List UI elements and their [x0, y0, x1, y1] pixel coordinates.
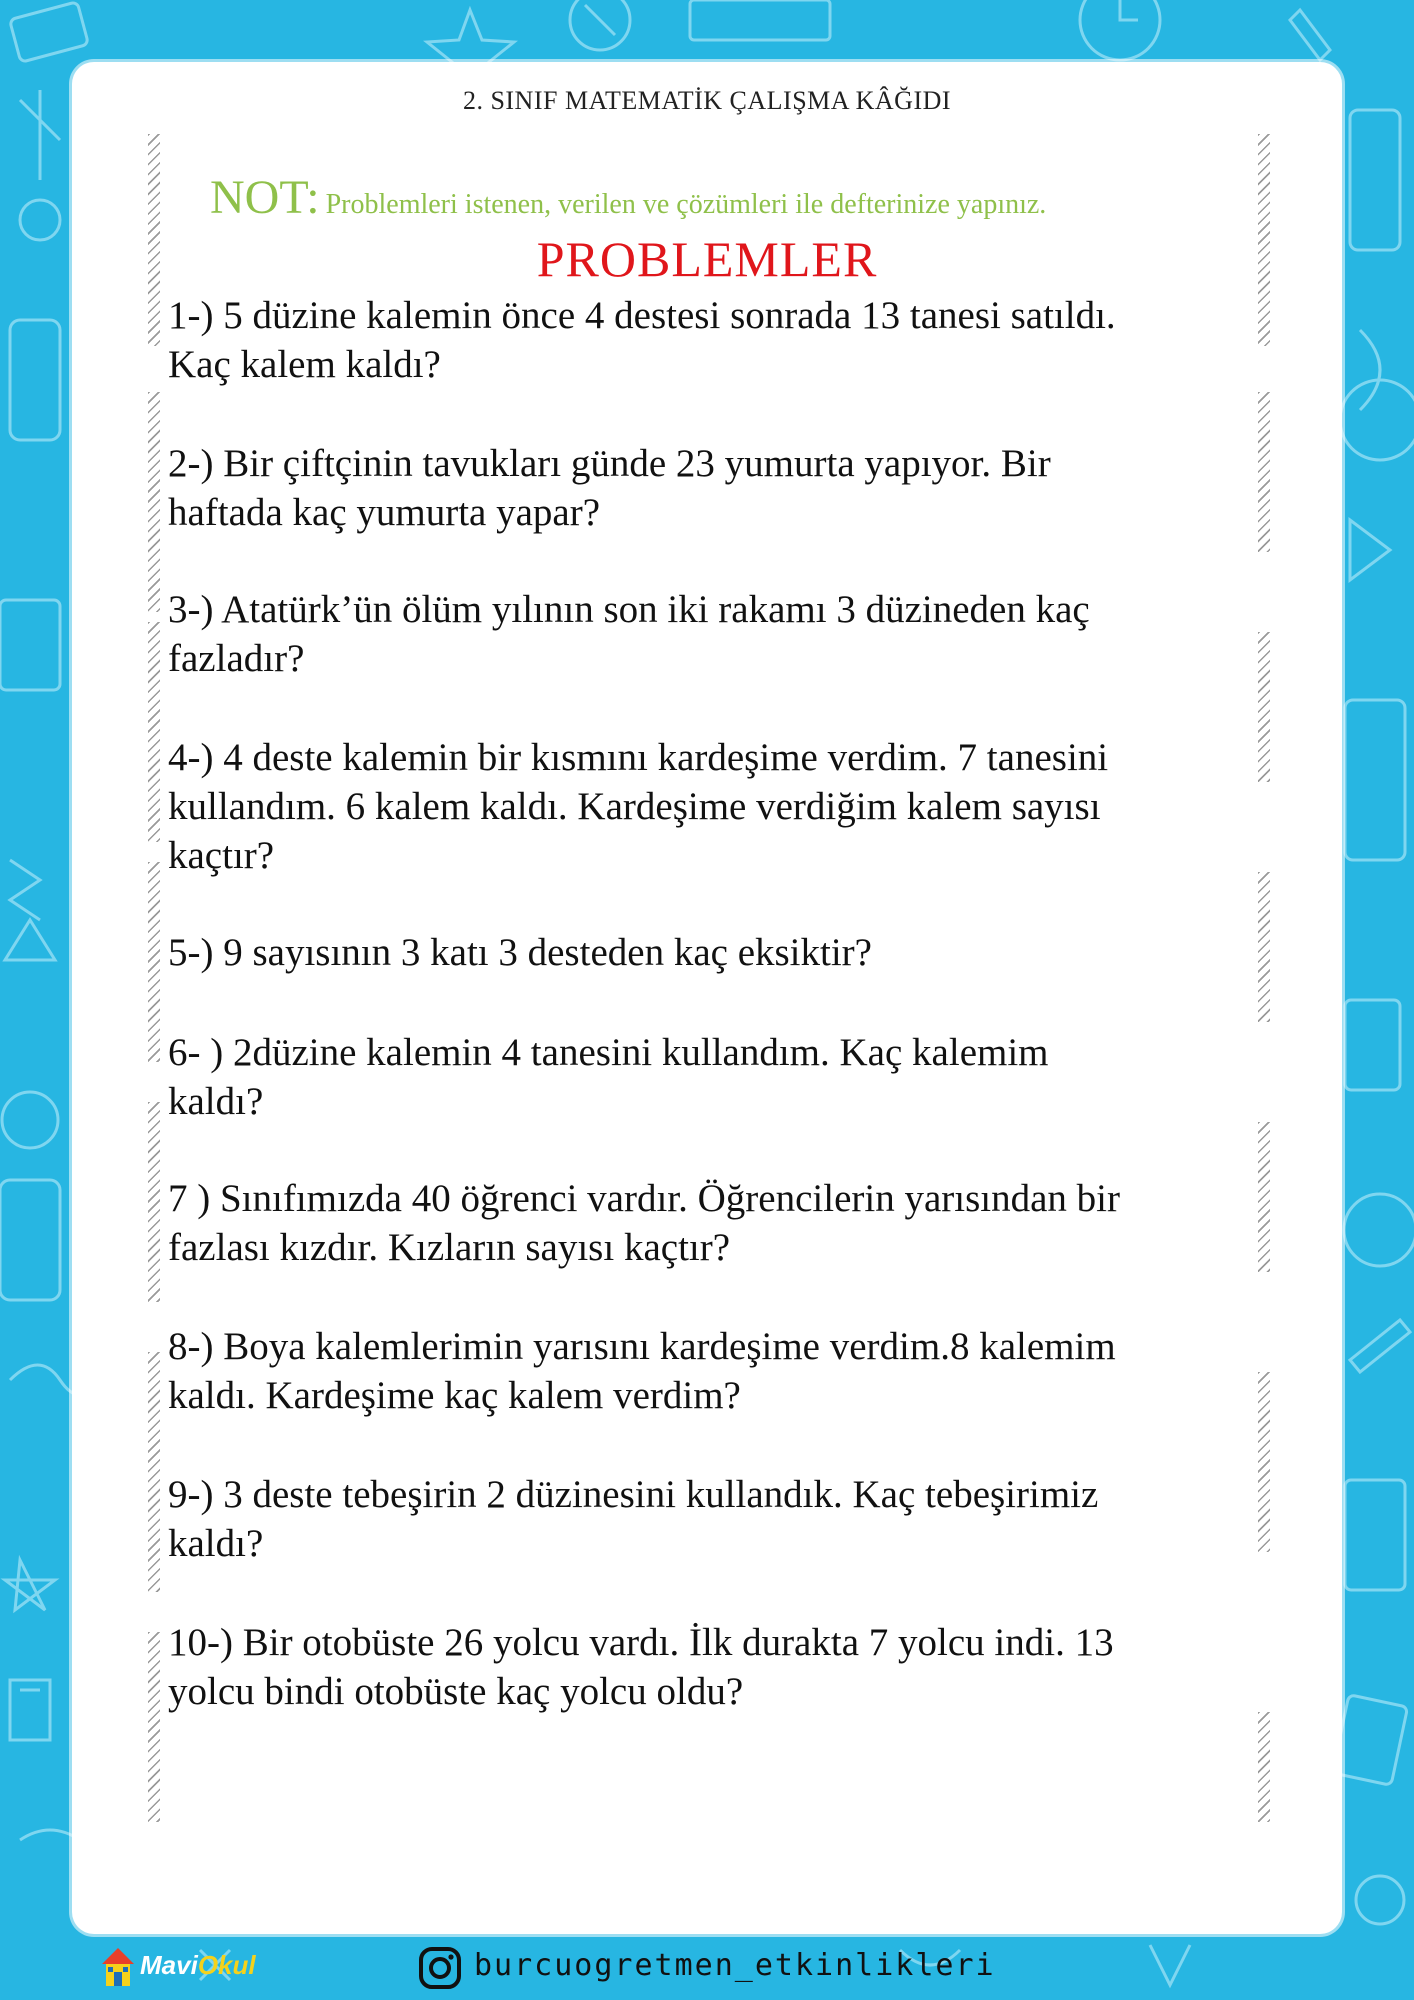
- problem-line: kaçtır?: [168, 834, 275, 877]
- stitch-decoration: [1258, 1712, 1270, 1822]
- problem-line: 7 ) Sınıfımızda 40 öğrenci vardır. Öğrencilerin yarısından bir: [168, 1177, 1120, 1220]
- logo-text: [140, 1950, 256, 1981]
- stitch-decoration: [148, 1102, 160, 1302]
- problem-item: [168, 1174, 1248, 1272]
- stitch-decoration: [148, 862, 160, 1062]
- problem-line: 10-) Bir otobüste 26 yolcu vardı. İlk durakta 7 yolcu indi. 13: [168, 1621, 1114, 1664]
- problem-item: [168, 1322, 1248, 1420]
- problem-item: [168, 733, 1248, 880]
- stitch-decoration: [148, 1632, 160, 1822]
- problem-line: kullandım. 6 kalem kaldı. Kardeşime verdiğim kalem sayısı: [168, 785, 1101, 828]
- problem-item: [168, 928, 1248, 977]
- problem-item: [168, 1470, 1248, 1568]
- stitch-decoration: [1258, 1372, 1270, 1552]
- stitch-decoration: [1258, 392, 1270, 552]
- problem-item: [168, 1028, 1248, 1126]
- mavi-okul-logo: [98, 1942, 256, 1990]
- problem-item: [168, 439, 1248, 537]
- problem-line: kaldı?: [168, 1522, 264, 1565]
- instagram-handle[interactable]: burcuogretmen_etkinlikleri: [474, 1948, 996, 1983]
- school-house-icon: [98, 1942, 138, 1990]
- problem-item: [168, 291, 1248, 389]
- section-title: PROBLEMLER: [536, 231, 878, 287]
- problem-line: Kaç kalem kaldı?: [168, 343, 441, 386]
- stitch-decoration: [148, 392, 160, 612]
- stitch-decoration: [1258, 1122, 1270, 1272]
- problem-line: 8-) Boya kalemlerimin yarısını kardeşime verdim.8 kalemim: [168, 1325, 1116, 1368]
- page-title: 2. SINIF MATEMATİK ÇALIŞMA KÂĞIDI: [462, 86, 952, 115]
- problem-line: yolcu bindi otobüste kaç yolcu oldu?: [168, 1670, 744, 1713]
- note-label: NOT:: [210, 171, 320, 224]
- logo-text-okul: Okul: [197, 1950, 256, 1980]
- problem-line: 2-) Bir çiftçinin tavukları günde 23 yumurta yapıyor. Bir: [168, 442, 1051, 485]
- note-line: [210, 170, 1046, 225]
- problem-item: [168, 585, 1248, 683]
- problem-line: haftada kaç yumurta yapar?: [168, 491, 601, 534]
- logo-text-mavi: Mavi: [140, 1950, 198, 1980]
- stitch-decoration: [1258, 632, 1270, 782]
- stitch-decoration: [148, 622, 160, 842]
- problem-line: 1-) 5 düzine kalemin önce 4 destesi sonrada 13 tanesi satıldı.: [168, 294, 1116, 337]
- problem-line: kaldı. Kardeşime kaç kalem verdim?: [168, 1374, 741, 1417]
- problem-line: 4-) 4 deste kalemin bir kısmını kardeşime verdim. 7 tanesini: [168, 736, 1109, 779]
- problem-line: 9-) 3 deste tebeşirin 2 düzinesini kullandık. Kaç tebeşirimiz: [168, 1473, 1099, 1516]
- problem-item: [168, 1618, 1248, 1716]
- problem-line: 5-) 9 sayısının 3 katı 3 desteden kaç eksiktir?: [168, 931, 872, 974]
- problem-line: 6- ) 2düzine kalemin 4 tanesini kullandım. Kaç kalemim: [168, 1031, 1049, 1074]
- instagram-icon: [418, 1946, 462, 1990]
- problem-line: 3-) Atatürk’ün ölüm yılının son iki rakamı 3 düzineden kaç: [168, 588, 1090, 631]
- problem-line: fazladır?: [168, 637, 305, 680]
- note-text: Problemleri istenen, verilen ve çözümleri ile defterinize yapınız.: [325, 189, 1047, 220]
- worksheet-page: [72, 62, 1342, 1934]
- problem-line: fazlası kızdır. Kızların sayısı kaçtır?: [168, 1226, 731, 1269]
- problem-line: kaldı?: [168, 1080, 264, 1123]
- stitch-decoration: [1258, 872, 1270, 1022]
- stitch-decoration: [148, 1352, 160, 1592]
